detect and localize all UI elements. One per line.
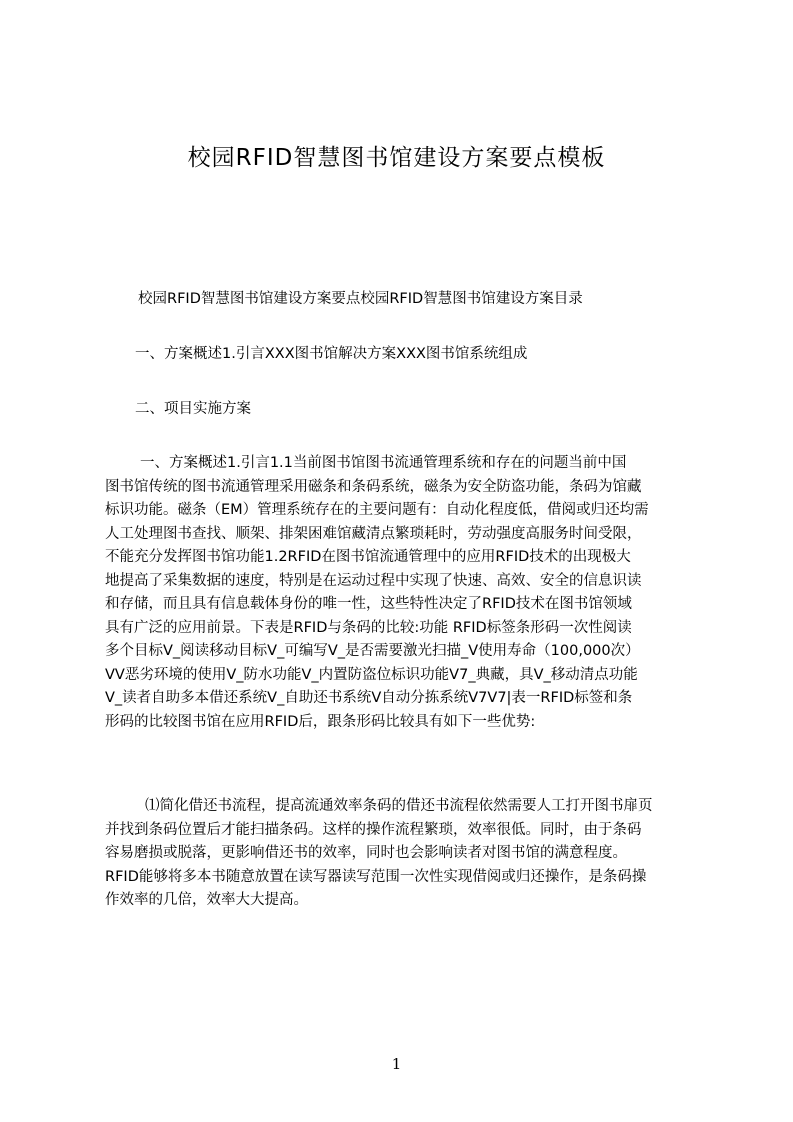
paragraph-line: RFID能够将多本书随意放置在读写器读写范围一次性实现借阅或归还操作，是条码操 — [105, 868, 647, 885]
section-two-heading: 二、项目实施方案 — [135, 401, 251, 417]
paragraph-line: 一、方案概述1.引言1.1当前图书馆图书流通管理系统和存在的问题当前中国 — [140, 455, 627, 471]
page-number: 1 — [391, 1055, 402, 1073]
paragraph-line: 图书馆传统的图书流通管理采用磁条和条码系统，磁条为安全防盗功能，条码为馆藏 — [105, 478, 642, 495]
paragraph-line: V_读者自助多本借还系统V_自助还书系统V自动分拣系统V7V7|表一RFID标签和条 — [105, 690, 633, 706]
paragraph-line: 多个目标V_阅读移动目标V_可编写V_是否需要激光扫描_V使用寿命（100,000次） — [105, 643, 640, 659]
paragraph-line: 作效率的几倍，效率大大提高。 — [105, 892, 308, 908]
table-of-contents-heading: 校园RFID智慧图书馆建设方案要点校园RFID智慧图书馆建设方案目录 — [138, 291, 583, 307]
paragraph-line: 不能充分发挥图书馆功能1.2RFID在图书馆流通管理中的应用RFID技术的出现极大 — [105, 549, 631, 565]
paragraph-line: 和存储，而且具有信息载体身份的唯一性，这些特性决定了RFID技术在图书馆领域 — [105, 596, 632, 612]
paragraph-line: 标识功能。磁条（EM）管理系统存在的主要问题有：自动化程度低，借阅或归还均需 — [105, 502, 649, 518]
paragraph-line: 具有广泛的应用前景。下表是RFID与条码的比较:功能 RFID标签条形码一次性阅读 — [105, 619, 632, 636]
paragraph-line: VV恶劣环境的使用V_防水功能V_内置防盗位标识功能V7_典藏，具V_移动清点功能 — [105, 666, 638, 683]
overview-paragraph — [105, 452, 713, 734]
paragraph-line: 容易磨损或脱落，更影响借还书的效率，同时也会影响读者对图书馆的满意程度。 — [105, 845, 627, 861]
document-title: 校园RFID智慧图书馆建设方案要点模板 — [187, 145, 606, 171]
paragraph-line: 并找到条码位置后才能扫描条码。这样的操作流程繁琐，效率很低。同时，由于条码 — [105, 821, 642, 838]
section-one-heading: 一、方案概述1.引言XXX图书馆解决方案XXX图书馆系统组成 — [135, 346, 528, 362]
advantage-paragraph — [105, 795, 713, 913]
paragraph-line: 形码的比较图书馆在应用RFID后，跟条形码比较具有如下一些优势: — [105, 713, 536, 730]
paragraph-line: ⑴简化借还书流程，提高流通效率条码的借还书流程依然需要人工打开图书扉页 — [145, 798, 653, 814]
paragraph-line: 地提高了采集数据的速度，特别是在运动过程中实现了快速、高效、安全的信息识读 — [105, 572, 642, 589]
paragraph-line: 人工处理图书查找、顺架、排架困难馆藏清点繁琐耗时，劳动强度高服务时间受限， — [105, 525, 642, 542]
